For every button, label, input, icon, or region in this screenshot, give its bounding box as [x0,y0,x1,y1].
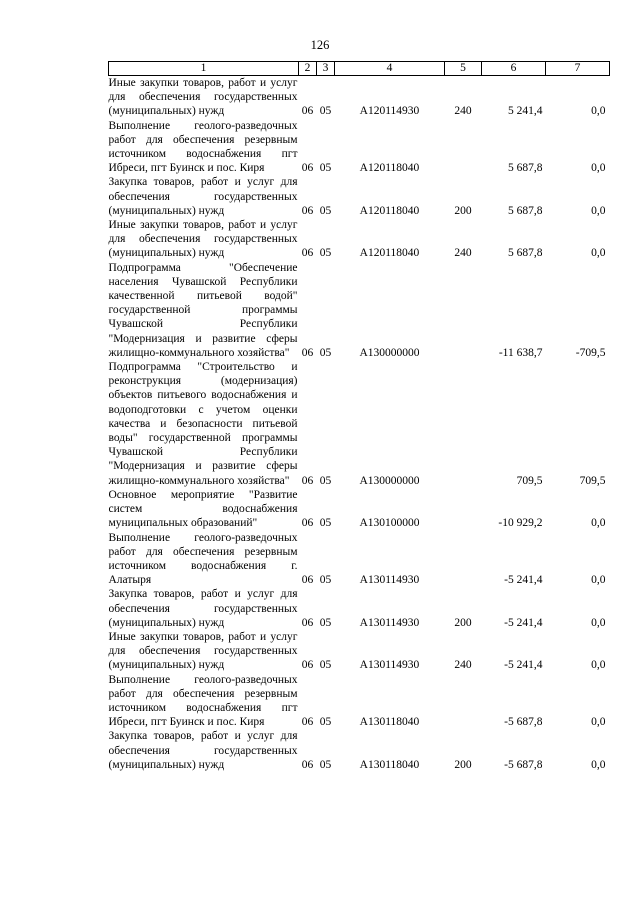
row-expense-type [445,119,482,176]
row-amount: 5 687,8 [508,162,543,175]
row-amount-2: 0,0 [591,616,606,629]
header-col-6: 6 [482,62,546,76]
row-target-article: A120114930 [359,105,420,118]
row-description: Выполнение геолого-разведочных работ для обеспечения резервным источником водоснабжения пгт Ибреси, пгт Буинск и пос. Киря [108,673,298,729]
row-section: 06 [301,162,314,175]
row-section: 06 [301,517,314,530]
row-section: 06 [301,105,314,118]
row-expense-type [445,673,482,730]
table-row [109,630,610,673]
row-expense-type: 240 [454,659,472,672]
table-row [109,261,610,360]
table-row [109,218,610,261]
row-amount-2: 0,0 [591,204,606,217]
table-row [109,119,610,176]
table-row [109,360,610,488]
row-amount: -5 687,8 [504,716,543,729]
row-description: Подпрограмма "Строительство и реконструкция (модернизация) объектов питьевого водоснабжения и водоподготовки с учетом оценки качества и безопасности питьевой воды" государственной программы Чувашской Республики "Модернизация и развитие сферы жилищно-коммунального хозяйства" [108,361,298,487]
row-target-article: A130000000 [359,346,420,359]
row-expense-type: 240 [454,247,472,260]
row-amount: -5 241,4 [504,659,543,672]
table-row [109,76,610,119]
row-subsection: 05 [319,247,332,260]
row-amount-2: 0,0 [591,574,606,587]
row-amount-2: 0,0 [591,758,606,771]
row-description: Закупка товаров, работ и услуг для обеспечения государственных (муниципальных) нужд [108,730,298,771]
row-amount: 5 241,4 [508,105,543,118]
row-amount: -5 241,4 [504,616,543,629]
row-target-article: A130118040 [359,758,420,771]
row-description: Закупка товаров, работ и услуг для обеспечения государственных (муниципальных) нужд [108,176,298,217]
row-amount: -10 929,2 [498,517,543,530]
row-expense-type [445,261,482,360]
row-description: Иные закупки товаров, работ и услуг для обеспечения государственных (муниципальных) нужд [108,77,298,118]
row-subsection: 05 [319,162,332,175]
row-subsection: 05 [319,574,332,587]
row-section: 06 [301,758,314,771]
header-col-4: 4 [335,62,445,76]
row-target-article: A120118040 [359,247,420,260]
row-expense-type [445,531,482,588]
row-target-article: A130100000 [359,517,420,530]
header-col-1: 1 [109,62,299,76]
row-amount: 709,5 [516,474,543,487]
table-header [109,62,610,76]
row-expense-type [445,488,482,531]
row-subsection: 05 [319,346,332,359]
row-expense-type [445,360,482,488]
row-subsection: 05 [319,204,332,217]
row-description: Иные закупки товаров, работ и услуг для обеспечения государственных (муниципальных) нужд [108,630,298,672]
row-description: Закупка товаров, работ и услуг для обеспечения государственных (муниципальных) нужд [108,588,298,629]
row-expense-type: 200 [454,204,472,217]
row-amount: 5 687,8 [508,204,543,217]
row-amount-2: 0,0 [591,247,606,260]
header-col-7: 7 [546,62,610,76]
row-target-article: A120118040 [359,162,420,175]
header-col-3: 3 [317,62,335,76]
row-subsection: 05 [319,616,332,629]
row-section: 06 [301,616,314,629]
row-section: 06 [301,716,314,729]
row-description: Основное мероприятие "Развитие систем водоснабжения муниципальных образований" [108,488,298,530]
row-target-article: A130114930 [359,659,420,672]
row-description: Иные закупки товаров, работ и услуг для обеспечения государственных (муниципальных) нужд [108,219,298,260]
row-amount-2: -709,5 [575,346,606,359]
row-amount-2: 0,0 [591,105,606,118]
table-body [109,76,610,772]
table-row [109,673,610,730]
row-amount-2: 709,5 [579,474,606,487]
table-row [109,587,610,630]
row-section: 06 [301,574,314,587]
row-section: 06 [301,204,314,217]
budget-table [108,61,610,772]
row-amount-2: 0,0 [591,162,606,175]
row-amount: -5 687,8 [504,758,543,771]
row-description: Выполнение геолого-разведочных работ для обеспечения резервным источником водоснабжения пгт Ибреси, пгт Буинск и пос. Киря [108,119,298,175]
row-subsection: 05 [319,474,332,487]
row-subsection: 05 [319,659,332,672]
row-target-article: A120118040 [359,204,420,217]
row-subsection: 05 [319,758,332,771]
row-amount: -5 241,4 [504,574,543,587]
row-amount-2: 0,0 [591,659,606,672]
table-row [109,729,610,772]
page-number: 126 [310,38,330,52]
row-amount-2: 0,0 [591,716,606,729]
row-section: 06 [301,659,314,672]
row-subsection: 05 [319,716,332,729]
row-expense-type: 240 [454,105,472,118]
table-row [109,488,610,531]
row-target-article: A130114930 [359,616,420,629]
row-section: 06 [301,474,314,487]
table-row [109,175,610,218]
row-subsection: 05 [319,105,332,118]
row-target-article: A130000000 [359,474,420,487]
row-amount-2: 0,0 [591,517,606,530]
header-col-5: 5 [445,62,482,76]
row-section: 06 [301,247,314,260]
row-section: 06 [301,346,314,359]
row-amount: -11 638,7 [498,346,543,359]
row-description: Подпрограмма "Обеспечение населения Чувашской Республики качественной питьевой водой" государственной программы Чувашской Республики "Модернизация и развитие сферы жилищно-коммунального хозяйства" [108,261,298,359]
row-target-article: A130118040 [359,716,420,729]
header-row [109,62,610,76]
row-amount: 5 687,8 [508,247,543,260]
row-expense-type: 200 [454,616,472,629]
table-row [109,531,610,588]
header-col-2: 2 [299,62,317,76]
row-subsection: 05 [319,517,332,530]
row-description: Выполнение геолого-разведочных работ для обеспечения резервным источником водоснабжения г. Алатыря [108,531,298,587]
row-target-article: A130114930 [359,574,420,587]
row-expense-type: 200 [454,758,472,771]
